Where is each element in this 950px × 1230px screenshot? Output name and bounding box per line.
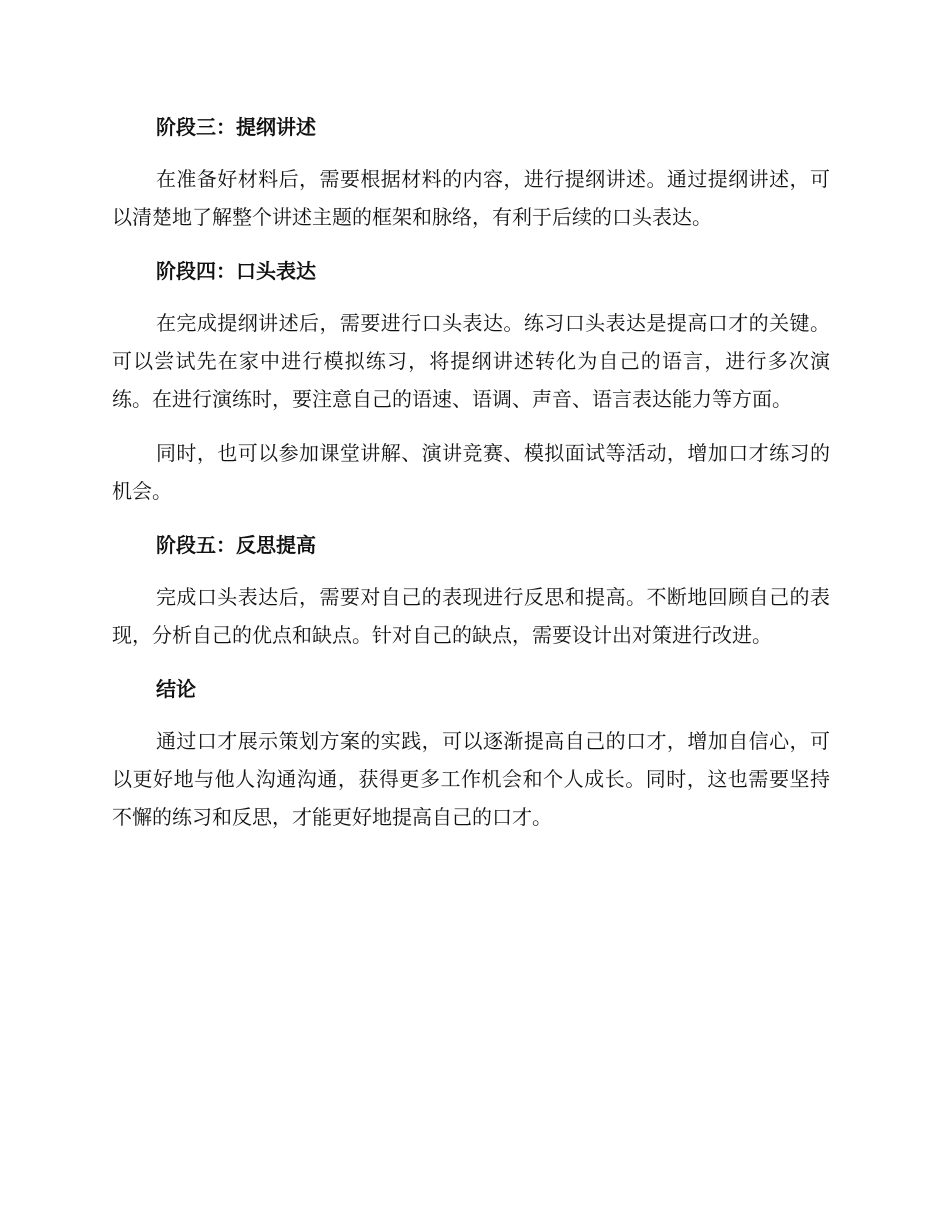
section-paragraph: 通过口才展示策划方案的实践，可以逐渐提高自己的口才，增加自信心，可以更好地与他人沟通沟通，获得更多工作机会和个人成长。同时，这也需要坚持不懈的练习和反思，才能更好地提高自己的口才。 [112, 729, 830, 829]
section-heading-conclusion: 结论 [156, 677, 196, 701]
section-heading-stage-5: 阶段五：反思提高 [156, 533, 316, 557]
section-paragraph: 同时，也可以参加课堂讲解、演讲竞赛、模拟面试等活动，增加口才练习的机会。 [112, 441, 830, 503]
section-paragraph: 完成口头表达后，需要对自己的表现进行反思和提高。不断地回顾自己的表现，分析自己的优点和缺点。针对自己的缺点，需要设计出对策进行改进。 [112, 585, 830, 647]
section-heading-stage-4: 阶段四：口头表达 [156, 259, 316, 283]
section-heading-stage-3: 阶段三：提纲讲述 [156, 115, 316, 139]
section-paragraph: 在完成提纲讲述后，需要进行口头表达。练习口头表达是提高口才的关键。可以尝试先在家中进行模拟练习，将提纲讲述转化为自己的语言，进行多次演练。在进行演练时，要注意自己的语速、语调、声音、语言表达能力等方面。 [112, 311, 830, 411]
section-paragraph: 在准备好材料后，需要根据材料的内容，进行提纲讲述。通过提纲讲述，可以清楚地了解整个讲述主题的框架和脉络，有利于后续的口头表达。 [112, 167, 830, 229]
